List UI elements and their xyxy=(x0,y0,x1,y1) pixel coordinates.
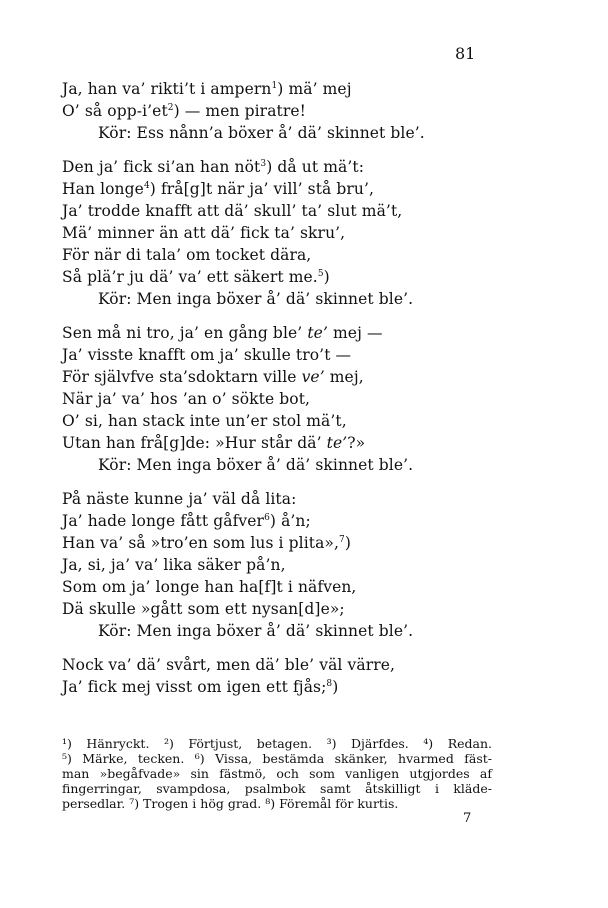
verse-line xyxy=(62,554,482,576)
footnote-line: fingerringar, svampdosa, psalmbok samt åtskilligt i kläde- xyxy=(62,781,492,796)
line-text: Mä’ minner än att dä’ fick ta’ skru’, xyxy=(62,224,346,242)
line-text: Utan han frå[g]de: »Hur står dä’ xyxy=(62,434,327,452)
line-text: ) mä’ mej xyxy=(277,80,352,98)
verse-line xyxy=(62,266,482,288)
line-text: Kör: Men inga böxer å’ dä’ skinnet ble’. xyxy=(98,290,414,308)
line-text: Kör: Men inga böxer å’ dä’ skinnet ble’. xyxy=(98,456,414,474)
line-text: Dä skulle »gått som ett nysan[d]e»; xyxy=(62,600,345,618)
poem-body xyxy=(62,78,482,710)
line-text: Kör: Ess nånn’a böxer å’ dä’ skinnet ble’. xyxy=(98,124,425,142)
line-text: Han va’ så »tro’en som lus i plita», xyxy=(62,534,340,552)
footnote-line: ⁵) Märke, tecken. ⁶) Vissa, bestämda skänker, hvarmed fäst- xyxy=(62,751,492,766)
line-text: mej, xyxy=(324,368,364,386)
verse-line xyxy=(62,598,482,620)
line-text: ) å’n; xyxy=(269,512,311,530)
line-text: Kör: Men inga böxer å’ dä’ skinnet ble’. xyxy=(98,622,414,640)
line-text: O’ si, han stack inte un’er stol mä’t, xyxy=(62,412,347,430)
footnote-line: persedlar. ⁷) Trogen i hög grad. ⁸) Föremål för kurtis. xyxy=(62,796,399,811)
verse-line xyxy=(62,532,482,554)
line-text: När ja’ va’ hos ’an o’ sökte bot, xyxy=(62,390,311,408)
verse-line xyxy=(62,200,482,222)
line-text: Ja’ trodde knafft att dä’ skull’ ta’ slut mä’t, xyxy=(62,202,403,220)
line-text: Nock va’ dä’ svårt, men dä’ ble’ väl värre, xyxy=(62,656,396,674)
verse-line xyxy=(62,410,482,432)
italic-word: ve’ xyxy=(301,368,325,386)
line-text: ) — men piratre! xyxy=(173,102,306,120)
verse-line xyxy=(62,178,482,200)
line-text: Ja’ visste knafft om ja’ skulle tro’t — xyxy=(62,346,352,364)
chorus-line xyxy=(62,620,482,642)
verse-line xyxy=(62,156,482,178)
footnote-ref: 4 xyxy=(143,181,150,191)
line-text: ) xyxy=(332,678,339,696)
line-text: Den ja’ fick si’an han nöt xyxy=(62,158,261,176)
footnote-ref: 2 xyxy=(167,103,174,113)
verse-line xyxy=(62,244,482,266)
line-text: ) frå[g]t när ja’ vill’ stå bru’, xyxy=(149,180,375,198)
line-text: Ja, han va’ rikti’t i ampern xyxy=(62,80,272,98)
verse-line xyxy=(62,222,482,244)
line-text: Ja’ hade longe fått gåfver xyxy=(62,512,265,530)
line-text: Han longe xyxy=(62,180,144,198)
line-text: ) då ut mä’t: xyxy=(266,158,365,176)
verse-line xyxy=(62,654,482,676)
italic-word: te’ xyxy=(326,434,348,452)
footnote-line: ¹) Hänryckt. ²) Förtjust, betagen. ³) Djärfdes. ⁴) Redan. xyxy=(62,736,492,751)
footnote-ref: 8 xyxy=(326,679,333,689)
stanza xyxy=(62,156,482,310)
footnote-ref: 6 xyxy=(264,513,270,523)
italic-word: te’ xyxy=(307,324,328,342)
verse-line xyxy=(62,344,482,366)
footnote-ref: 5 xyxy=(317,269,324,279)
verse-line xyxy=(62,510,482,532)
signature-mark: 7 xyxy=(463,811,472,826)
verse-line xyxy=(62,576,482,598)
line-text: Sen må ni tro, ja’ en gång ble’ xyxy=(62,324,308,342)
stanza xyxy=(62,488,482,642)
line-text: Som om ja’ longe han ha[f]t i näfven, xyxy=(62,578,357,596)
line-text: ?» xyxy=(347,434,366,452)
verse-line xyxy=(62,100,482,122)
line-text: ) xyxy=(323,268,330,286)
verse-line xyxy=(62,432,482,454)
verse-line xyxy=(62,676,482,698)
chorus-line xyxy=(62,288,482,310)
verse-line xyxy=(62,366,482,388)
footnotes xyxy=(62,736,492,811)
line-text: På näste kunne ja’ väl då lita: xyxy=(62,490,297,508)
line-text: ) xyxy=(344,534,352,552)
footnote-ref: 7 xyxy=(339,535,345,545)
verse-line xyxy=(62,388,482,410)
chorus-line xyxy=(62,454,482,476)
line-text: Ja’ fick mej visst om igen ett fjås; xyxy=(62,678,327,696)
verse-line xyxy=(62,488,482,510)
line-text: Så plä’r ju dä’ va’ ett säkert me. xyxy=(62,268,318,286)
verse-line xyxy=(62,78,482,100)
stanza xyxy=(62,654,482,698)
line-text: Ja, si, ja’ va’ lika säker på’n, xyxy=(62,556,286,574)
footnote-line: man »begåfvade» sin fästmö, och som vanligen utgjordes af xyxy=(62,766,492,781)
line-text: För självfve sta’sdoktarn ville xyxy=(62,368,302,386)
line-text: O’ så opp-i’et xyxy=(62,102,168,120)
footnote-ref: 1 xyxy=(271,81,278,91)
stanza xyxy=(62,78,482,144)
page-number: 81 xyxy=(455,44,476,63)
line-text: mej — xyxy=(327,324,383,342)
stanza xyxy=(62,322,482,476)
verse-line xyxy=(62,322,482,344)
footnote-ref: 3 xyxy=(260,159,267,169)
line-text: För när di tala’ om tocket dära, xyxy=(62,246,312,264)
chorus-line xyxy=(62,122,482,144)
